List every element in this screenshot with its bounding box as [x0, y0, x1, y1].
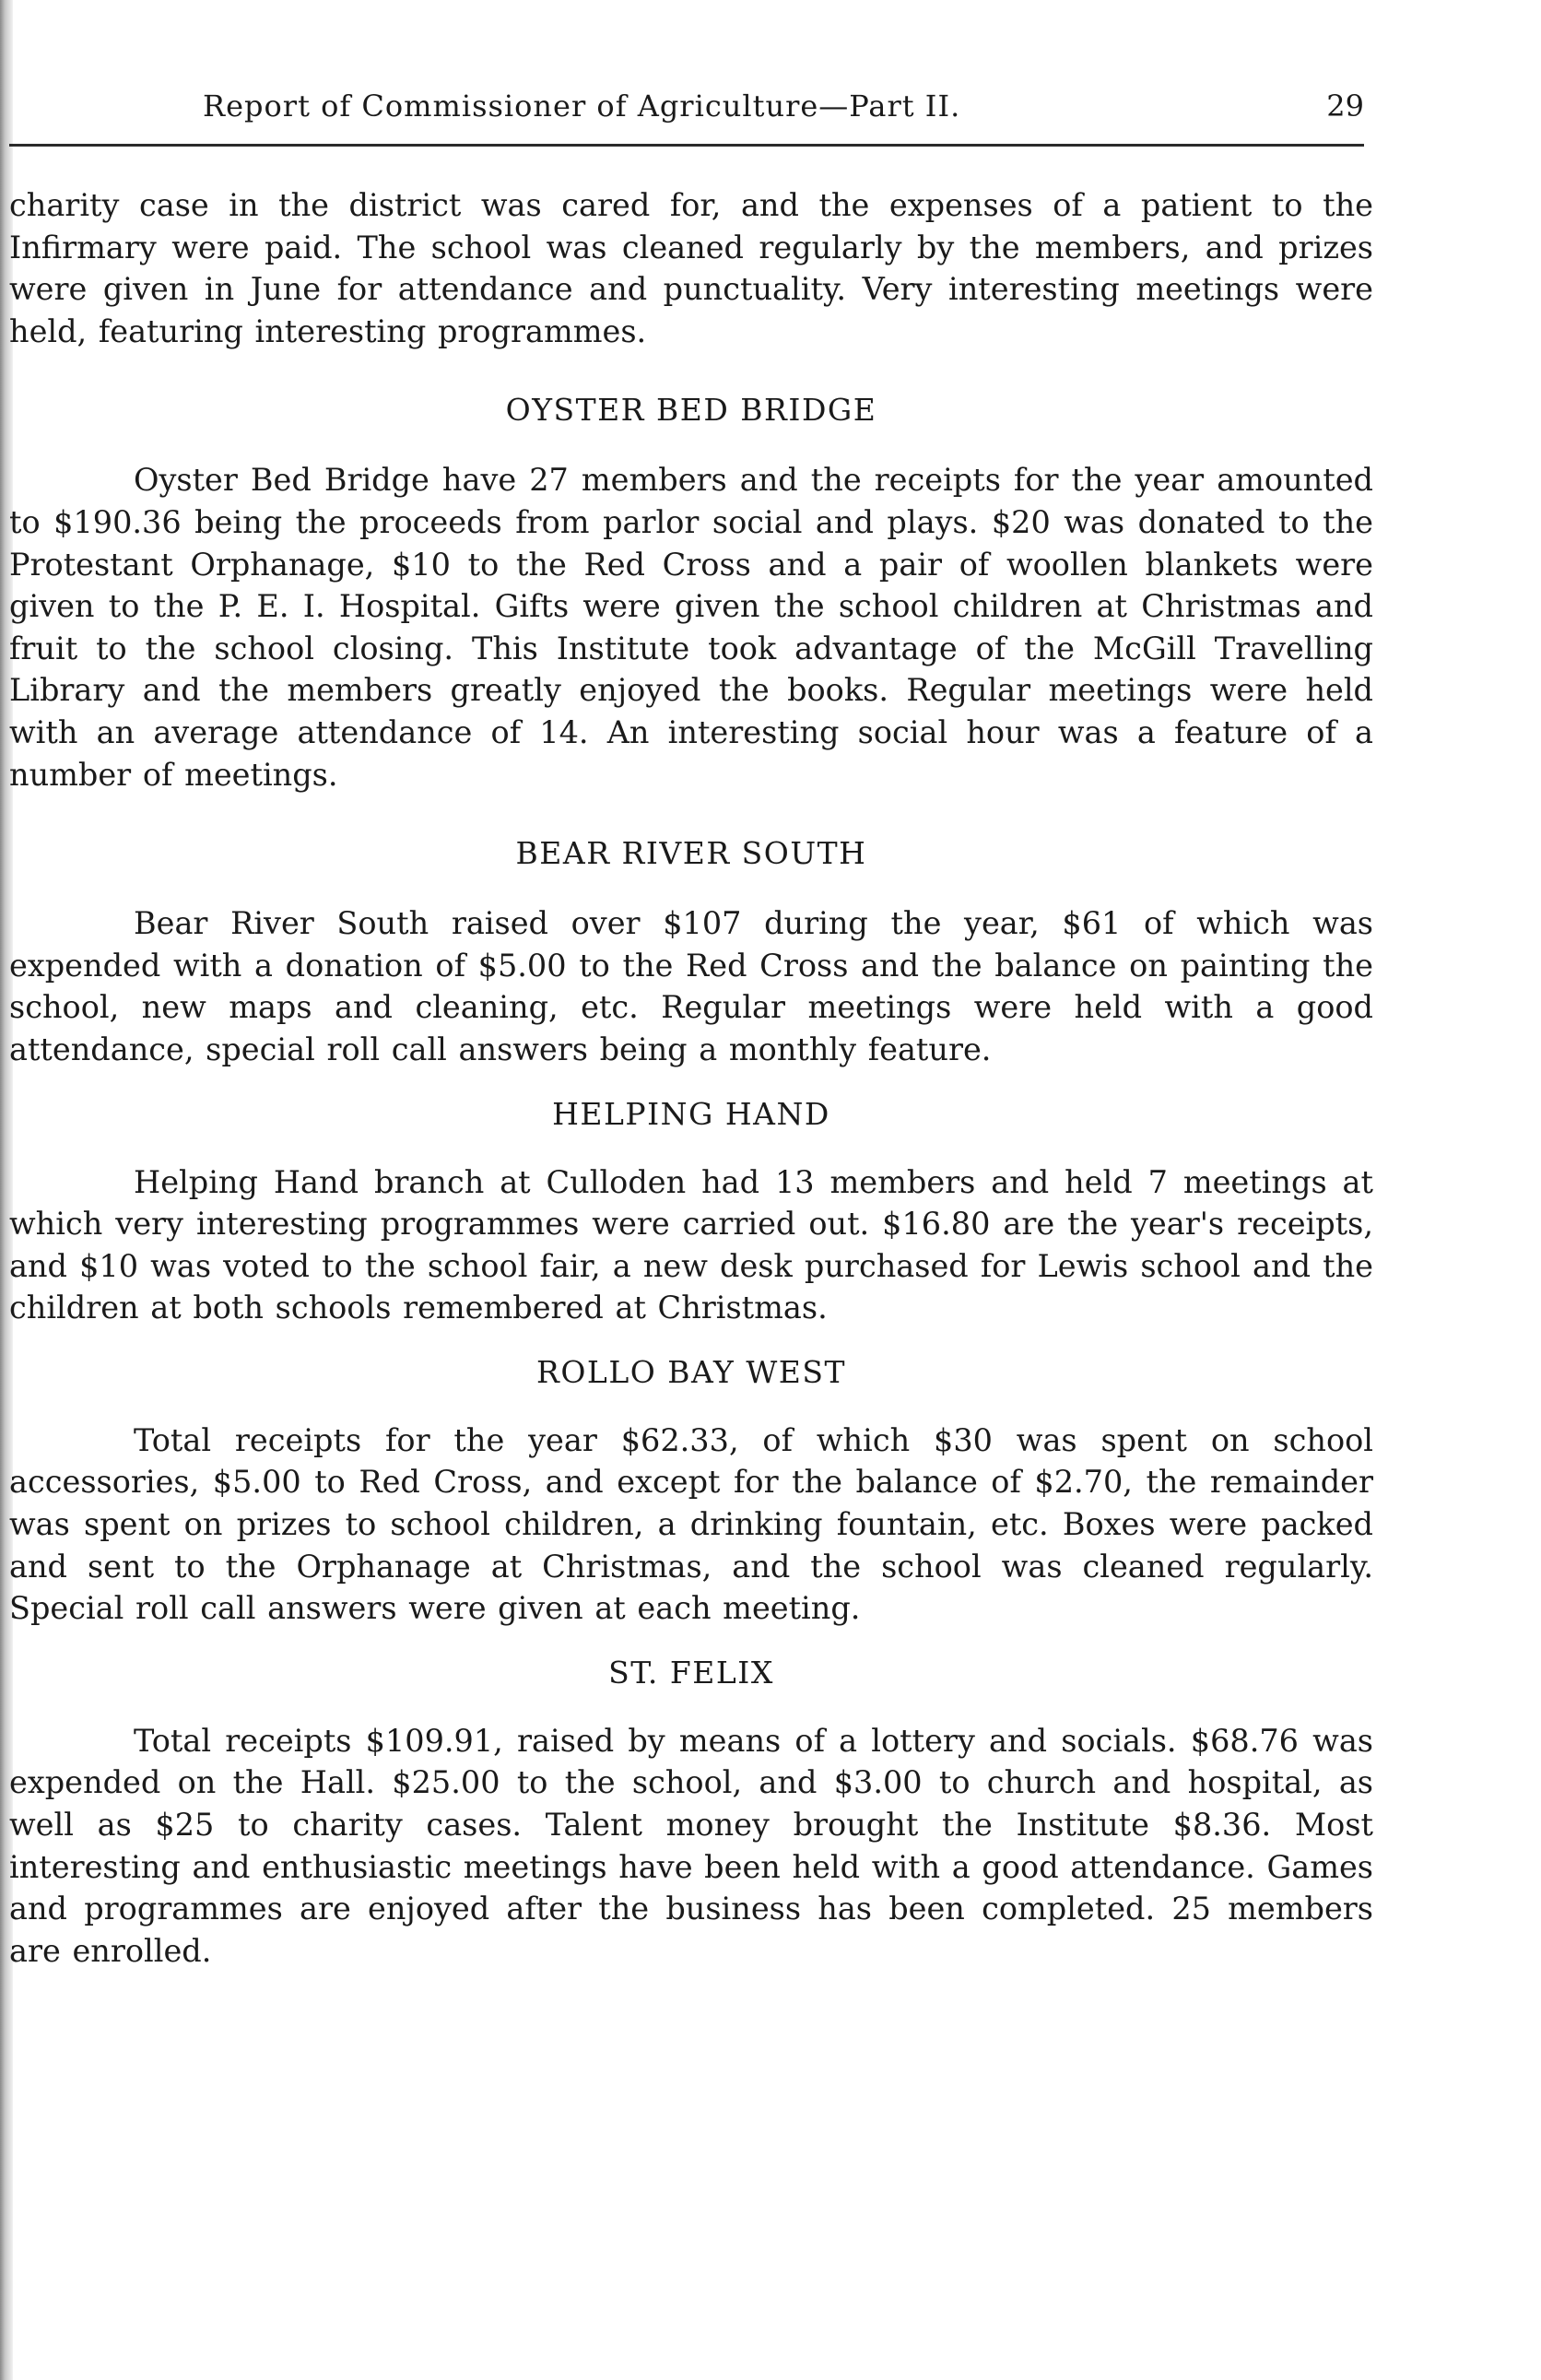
- page-body: [9, 184, 1373, 1972]
- running-head: Report of Commissioner of Agriculture—Part II.: [203, 88, 961, 124]
- section-text-oyster-bed-bridge: Oyster Bed Bridge have 27 members and the receipts for the year amounted to $190.36 being the proceeds from parlor social and plays. $20 was donated to the Protestant Orphanage, $10 to the Red Cross and a pair of woollen blankets were given to the P. E. I. Hospital. Gifts were given the school children at Christmas and fruit to the school closing. This Institute took advantage of the McGill Travelling Library and the members greatly enjoyed the books. Regular meetings were held with an average attendance of 14. An interesting social hour was a feature of a number of meetings.: [9, 462, 1373, 793]
- section-heading-helping-hand: HELPING HAND: [552, 1095, 830, 1132]
- section-text-rollo-bay-west: Total receipts for the year $62.33, of which $30 was spent on school accessories, $5.00 to Red Cross, and except for the balance of $2.70, the remainder was spent on prizes to school children, a drinking fountain, etc. Boxes were packed and sent to the Orphanage at Christmas, and the school was cleaned regularly. Special roll call answers were given at each meeting.: [9, 1421, 1373, 1627]
- header-rule: [9, 144, 1364, 147]
- section-text-st-felix: Total receipts $109.91, raised by means of a lottery and socials. $68.76 was expended on the Hall. $25.00 to the school, and $3.00 to church and hospital, as well as $25 to charity cases. Talent money brought the Institute $8.36. Most interesting and enthusiastic meetings have been held with a good attendance. Games and programmes are enjoyed after the business has been completed. 25 members are enrolled.: [9, 1722, 1373, 1969]
- section-heading-st-felix: ST. FELIX: [608, 1654, 774, 1691]
- section-text-helping-hand: Helping Hand branch at Culloden had 13 members and held 7 meetings at which very interesting programmes were carried out. $16.80 are the year's receipts, and $10 was voted to the school fair, a new desk purchased for Lewis school and the children at both schools remembered at Christmas.: [9, 1163, 1373, 1326]
- page-header: [175, 88, 1364, 135]
- continuation-paragraph: charity case in the district was cared for, and the expenses of a patient to the Infirmary were paid. The school was cleaned regularly by the members, and prizes were given in June for attendance and punctuality. Very interesting meetings were held, featuring interesting programmes.: [9, 187, 1373, 349]
- section-heading-oyster-bed-bridge: OYSTER BED BRIDGE: [505, 392, 877, 429]
- section-heading-bear-river-south: BEAR RIVER SOUTH: [515, 835, 867, 872]
- page-number: 29: [1326, 88, 1364, 124]
- section-text-bear-river-south: Bear River South raised over $107 during the year, $61 of which was expended with a donation of $5.00 to the Red Cross and the balance on painting the school, new maps and cleaning, etc. Regular meetings were held with a good attendance, special roll call answers being a monthly feature.: [9, 905, 1373, 1067]
- section-heading-rollo-bay-west: ROLLO BAY WEST: [536, 1353, 846, 1390]
